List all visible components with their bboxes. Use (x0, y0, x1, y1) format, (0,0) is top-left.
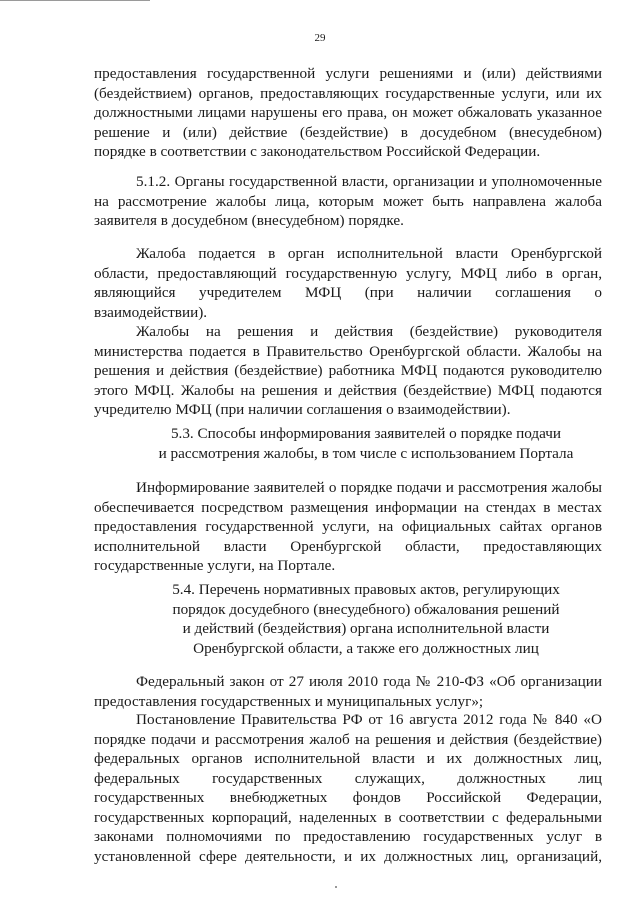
heading-line: 5.3. Способы информирования заявителей о порядке подачи (170, 425, 562, 442)
text-line: предоставления государственной услуги, на официальных сайтах органов (94, 518, 602, 535)
text-line: Жалобы на решения и действия (бездействие) руководителя (136, 323, 602, 340)
text-line: предоставления государственной услуги решениями и (или) действиями (94, 65, 602, 82)
paragraph-resolution-840 (94, 710, 602, 866)
text-line: порядке подачи и рассмотрения жалоб на решения и действия (бездействие) (94, 730, 602, 748)
text-line: заявителя в досудебном (внесудебном) порядке. (94, 212, 404, 229)
paragraph-5-1-2 (94, 172, 602, 231)
text-line: министерства подается в Правительство Оренбургской области. Жалобы на (94, 342, 602, 360)
scan-mark-top-left (0, 0, 150, 1)
paragraph-complaint-filing (94, 244, 602, 322)
text-line: этого МФЦ. Жалобы на решения и действия (бездействие) МФЦ подаются (94, 381, 602, 399)
text-line: государственных внебюджетных фондов Российской Федерации, (94, 789, 602, 806)
text-line: обеспечивается посредством размещения информации на стендах в местах (94, 498, 602, 516)
page-number: 29 (314, 32, 326, 44)
text-line: являющийся учредителем МФЦ (при наличии соглашения о (94, 284, 602, 301)
paragraph-federal-law (94, 672, 602, 711)
section-heading-5-4 (94, 580, 602, 658)
text-line: порядке в соответствии с законодательством Российской Федерации. (94, 143, 541, 160)
heading-line: Оренбургской области, а также его должностных лиц (193, 639, 539, 657)
text-line: на рассмотрение жалобы лица, которым может быть направлена жалоба (94, 192, 602, 210)
section-heading-5-3 (94, 424, 602, 463)
heading-line: и действий (бездействия) органа исполнительной власти (182, 620, 550, 637)
text-line: 5.1.2. Органы государственной власти, организации и уполномоченные (136, 173, 602, 190)
heading-line: 5.4. Перечень нормативных правовых актов, регулирующих (172, 581, 560, 598)
text-line: федеральных государственных служащих, должностных лиц (94, 769, 602, 787)
text-line: установленной сфере деятельности, и их должностных лиц, организаций, (94, 847, 602, 865)
text-line: учредителю МФЦ (при наличии соглашения о взаимодействии). (94, 401, 511, 418)
scan-speck (335, 886, 337, 888)
paragraph-complaints-ministry (94, 322, 602, 420)
text-line: предоставления государственных и муниципальных услуг»; (94, 692, 484, 710)
paragraph-continuation (94, 64, 602, 162)
paragraph-informing (94, 478, 602, 576)
text-line: государственные услуги, на Портале. (94, 557, 336, 574)
text-line: государственных корпораций, наделенных в соответствии с федеральными (94, 808, 602, 826)
text-line: законами полномочиями по предоставлению государственных услуг в (94, 828, 602, 845)
text-line: федеральных органов исполнительной власти и их должностных лиц, (94, 750, 602, 767)
text-line: области, предоставляющий государственную услугу, МФЦ либо в орган, (94, 264, 602, 282)
text-line: исполнительной власти Оренбургской области, предоставляющих (94, 537, 602, 555)
text-line: взаимодействии). (94, 303, 208, 321)
text-line: Постановление Правительства РФ от 16 августа 2012 года № 840 «О (136, 711, 602, 728)
text-line: Информирование заявителей о порядке подачи и рассмотрения жалобы (136, 479, 602, 496)
text-line: решение и (или) действие (бездействие) в досудебном (внесудебном) (94, 123, 602, 141)
text-line: (бездействием) органов, предоставляющих государственные услуги, или их (94, 84, 602, 102)
text-line: Федеральный закон от 27 июля 2010 года № 210-ФЗ «Об организации (136, 673, 602, 690)
text-line: должностными лицами нарушены его права, он может обжаловать указанное (94, 104, 602, 121)
heading-line: порядок досудебного (внесудебного) обжалования решений (172, 600, 560, 618)
heading-line: и рассмотрения жалобы, в том числе с использованием Портала (158, 444, 574, 462)
text-line: решения и действия (бездействие) работника МФЦ подаются руководителю (94, 362, 602, 379)
text-line: Жалоба подается в орган исполнительной власти Оренбургской (136, 245, 602, 262)
